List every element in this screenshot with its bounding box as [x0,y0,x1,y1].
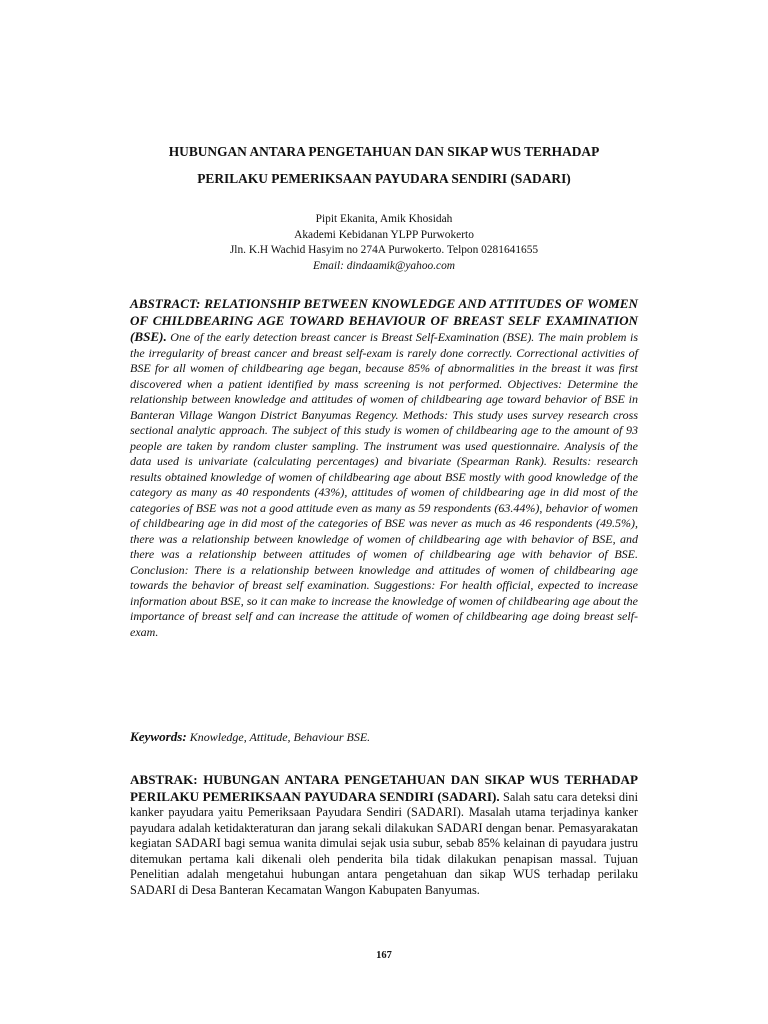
author-block [130,212,638,274]
abstract-indonesian [130,772,638,898]
author-address: Jln. K.H Wachid Hasyim no 274A Purwokerto. Telpon 0281641655 [229,244,539,256]
abstract-english [130,296,638,640]
paper-page [130,0,638,1024]
abstract-english-heading: ABSTRACT: RELATIONSHIP BETWEEN KNOWLEDGE AND ATTITUDES OF WOMEN OF CHILDBEARING AGE TOWARD BEHAVIOUR OF BREAST SELF EXAMINATION (BSE). [130,296,638,344]
author-names: Pipit Ekanita, Amik Khosidah [315,213,453,225]
keywords-value: Knowledge, Attitude, Behaviour BSE. [189,730,371,744]
author-institution: Akademi Kebidanan YLPP Purwokerto [294,228,474,241]
author-email: Email: dindaamik@yahoo.com [312,259,456,272]
abstract-indonesian-heading: ABSTRAK: HUBUNGAN ANTARA PENGETAHUAN DAN SIKAP WUS TERHADAP PERILAKU PEMERIKSAAN PAYUDARA SENDIRI (SADARI). [130,772,638,804]
title-line-1: HUBUNGAN ANTARA PENGETAHUAN DAN SIKAP WUS TERHADAP [168,144,600,159]
page-number: 167 [376,950,392,961]
abstract-indonesian-body: Salah satu cara deteksi dini kanker payudara yaitu Pemeriksaan Payudara Sendiri (SADARI). Masalah utama terjadinya kanker payudara adalah ketidakteraturan dan jarang sekali dilakukan SADARI dengan benar. Pemasyarakatan kegiatan SADARI bagi semua wanita dimulai sejak usia subur, sebab 85% kelainan di payudara justru ditemukan pertama kali dikenali oleh penderita bila tidak dilakukan penapisan massal. Tujuan Penelitian adalah mengetahui hubungan antara pengetahuan dan sikap WUS terhadap perilaku SADARI di Desa Banteran Kecamatan Wangon Kabupaten Banyumas. [130,789,639,897]
keywords-label: Keywords: [130,729,187,744]
keywords [130,729,638,745]
abstract-english-body: One of the early detection breast cancer is Breast Self-Examination (BSE). The main problem is the irregularity of breast cancer and breast self-exam is rarely done correctly. Correctional activities of BSE for all women of childbearing age began, because 85% of abnormalities in the breast it was first discovered when a patient identified by mass screening is not performed. Objectives: Determine the relationship between knowledge and attitudes of women of childbearing age toward behavior of BSE in Banteran Village Wangon District Banyumas Regency. Methods: This study uses survey research cross sectional analytic approach. The subject of this study is women of childbearing age to the amount of 93 people are taken by random cluster sampling. The instrument was used questionnaire. Analysis of the data used is univariate (calculating percentages) and bivariate (Spearman Rank). Results: research results obtained knowledge of women of childbearing age about BSE mostly with good knowledge of the category as many as 40 respondents (43%), attitudes of women of childbearing age in did most of the categories of BSE was not a good attitude even as many as 59 respondents (63.44%), behavior of women of childbearing age in did most of the categories of BSE was never as much as 46 respondents (49.5%), there was a relationship between knowledge of women of childbearing age with behavior of BSE, and there was a relationship between attitudes of women of childbearing age with behavior of BSE. Conclusion: There is a relationship between knowledge and attitudes of women of childbearing age towards the behavior of breast self examination. Suggestions: For health official, expected to increase information about BSE, so it can make to increase the knowledge of women of childbearing age about the importance of breast self and can increase the attitude of women of childbearing age doing breast self-exam. [130,330,638,639]
title-line-2: PERILAKU PEMERIKSAAN PAYUDARA SENDIRI (SADARI) [197,171,571,186]
paper-title [130,138,638,192]
